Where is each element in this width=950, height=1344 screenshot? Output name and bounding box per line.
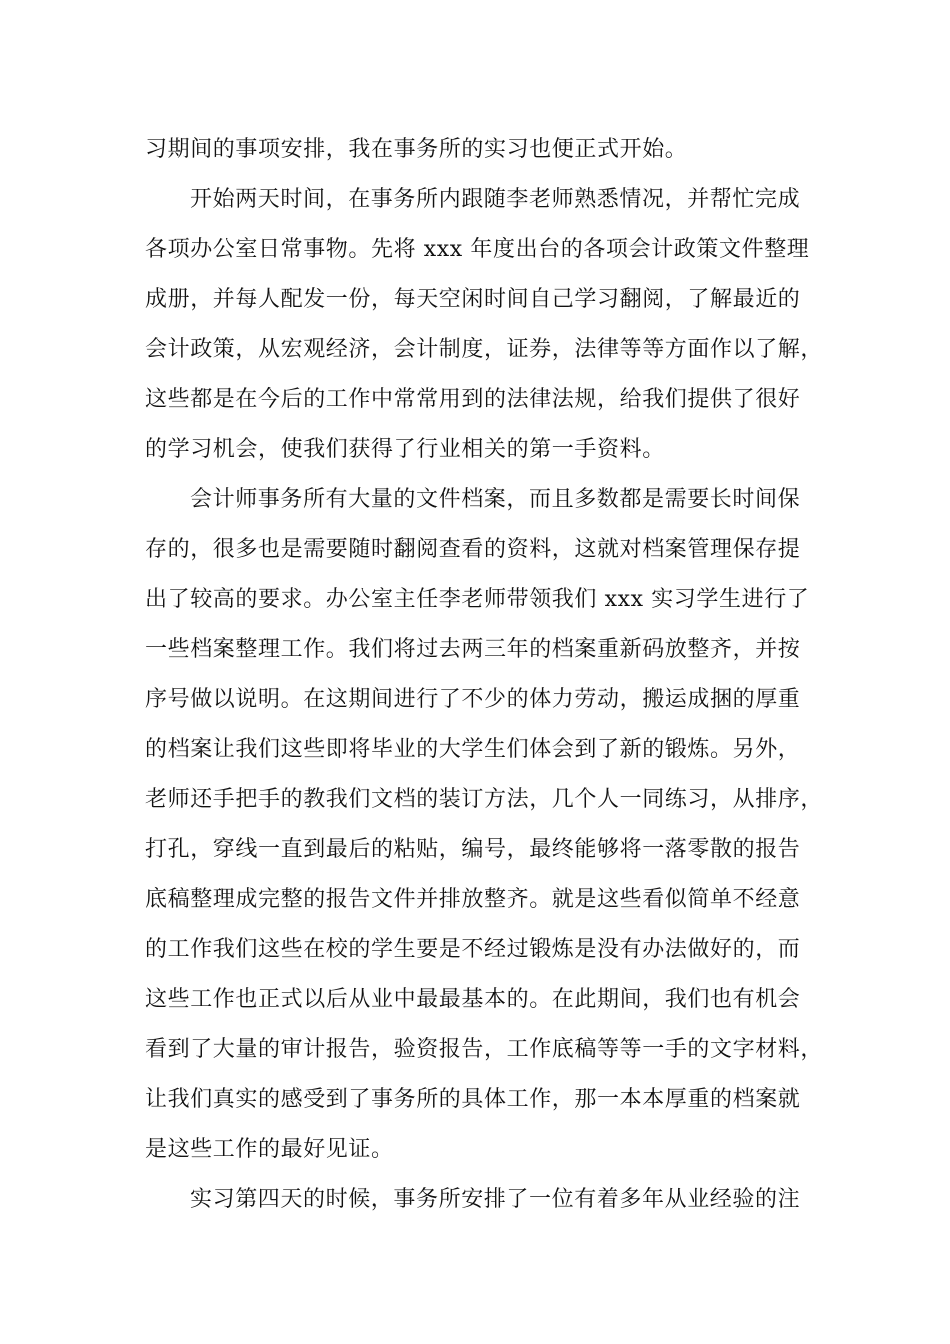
text-line-4: 成册，并每人配发一份，每天空闲时间自己学习翻阅，了解最近的: [145, 287, 801, 312]
text-line-14: 老师还手把手的教我们文档的装订方法，几个人一同练习，从排序，: [145, 787, 824, 812]
text-line-1: 习期间的事项安排，我在事务所的实习也便正式开始。: [145, 137, 688, 162]
text-line-2: 开始两天时间，在事务所内跟随李老师熟悉情况，并帮忙完成: [190, 187, 801, 212]
text-line-16: 底稿整理成完整的报告文件并排放整齐。就是这些看似简单不经意: [145, 887, 801, 912]
text-line-3: 各项办公室日常事物。先将 xxx 年度出台的各项会计政策文件整理: [145, 237, 810, 262]
text-line-22: 实习第四天的时候，事务所安排了一位有着多年从业经验的注: [190, 1187, 801, 1212]
text-line-11: 一些档案整理工作。我们将过去两三年的档案重新码放整齐，并按: [145, 637, 801, 662]
text-line-10: 出了较高的要求。办公室主任李老师带领我们 xxx 实习学生进行了: [145, 587, 810, 612]
text-line-13: 的档案让我们这些即将毕业的大学生们体会到了新的锻炼。另外，: [145, 737, 801, 762]
text-line-21: 是这些工作的最好见证。: [145, 1137, 394, 1162]
text-line-6: 这些都是在今后的工作中常常用到的法律法规，给我们提供了很好: [145, 387, 801, 412]
text-line-5: 会计政策，从宏观经济，会计制度，证券，法律等等方面作以了解，: [145, 337, 824, 362]
text-line-18: 这些工作也正式以后从业中最最基本的。在此期间，我们也有机会: [145, 987, 801, 1012]
text-line-9: 存的，很多也是需要随时翻阅查看的资料，这就对档案管理保存提: [145, 537, 801, 562]
text-line-19: 看到了大量的审计报告，验资报告，工作底稿等等一手的文字材料，: [145, 1037, 824, 1062]
text-line-12: 序号做以说明。在这期间进行了不少的体力劳动，搬运成捆的厚重: [145, 687, 801, 712]
text-line-15: 打孔，穿线一直到最后的粘贴，编号，最终能够将一落零散的报告: [145, 837, 801, 862]
text-line-8: 会计师事务所有大量的文件档案，而且多数都是需要长时间保: [190, 487, 801, 512]
text-line-7: 的学习机会，使我们获得了行业相关的第一手资料。: [145, 437, 665, 462]
text-line-17: 的工作我们这些在校的学生要是不经过锻炼是没有办法做好的，而: [145, 937, 801, 962]
text-line-20: 让我们真实的感受到了事务所的具体工作，那一本本厚重的档案就: [145, 1087, 801, 1112]
